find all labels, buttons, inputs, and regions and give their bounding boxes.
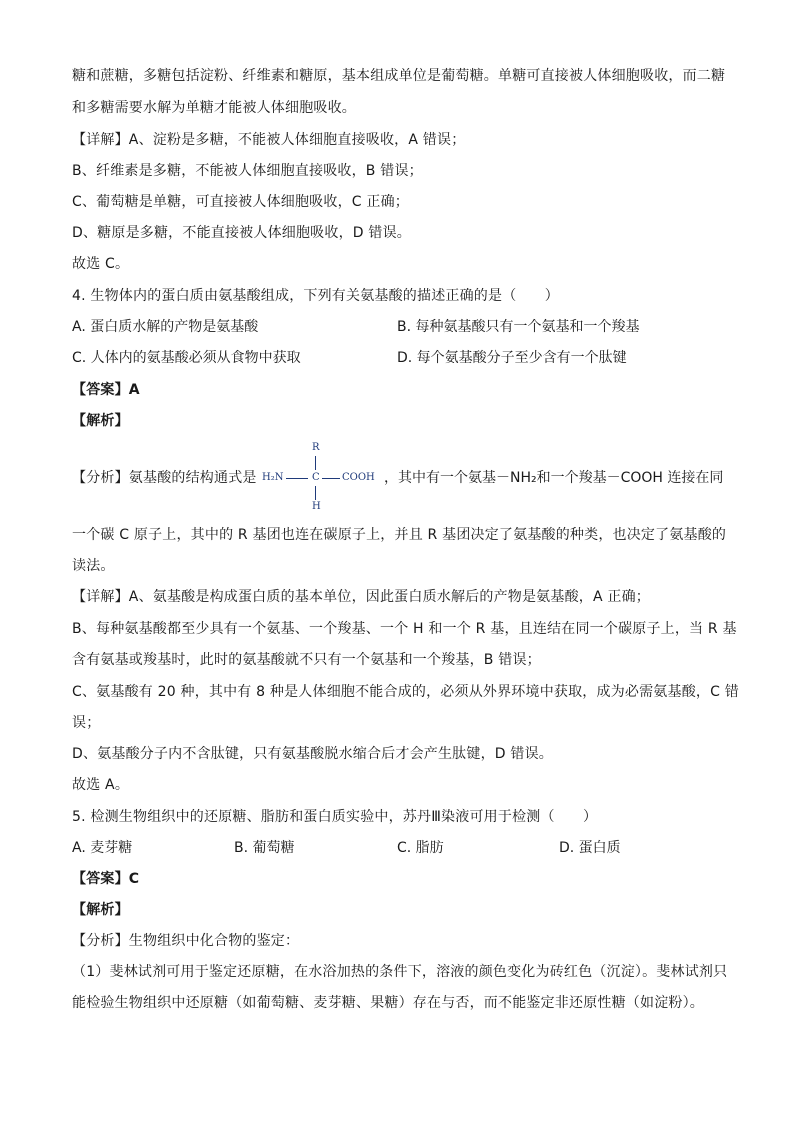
text-line: D、糖原是多糖，不能直接被人体细胞吸收，D 错误。 <box>72 225 412 241</box>
text-line: 和多糖需要水解为单糖才能被人体细胞吸收。 <box>72 100 356 116</box>
detail-line: C、氨基酸有 20 种，其中有 8 种是人体细胞不能合成的，必须从外界环境中获取，成为必需氨基酸，C 错 <box>72 684 739 700</box>
analysis-line: 读法。 <box>72 558 115 574</box>
answer-5: 【答案】C <box>72 871 140 887</box>
analysis-line: 【分析】氨基酸的结构通式是 <box>72 470 257 486</box>
q4-option-c: C. 人体内的氨基酸必须从食物中获取 <box>72 350 301 366</box>
amino-acid-structure-formula <box>262 440 378 514</box>
detail-line: 含有氨基或羧基时，此时的氨基酸就不只有一个氨基和一个羧基，B 错误； <box>72 652 541 668</box>
text-line: B、纤维素是多糖，不能被人体细胞直接吸收，B 错误； <box>72 163 423 179</box>
detail-line: 【详解】A、淀粉是多糖，不能被人体细胞直接吸收，A 错误； <box>72 132 466 148</box>
analysis-line: （1）斐林试剂可用于鉴定还原糖，在水浴加热的条件下，溶液的颜色变化为砖红色（沉淀）。斐林试剂只 <box>72 964 728 980</box>
analysis-line: ，其中有一个氨基－NH₂和一个羧基－COOH 连接在同 <box>384 470 724 486</box>
text-line: C、葡萄糖是单糖，可直接被人体细胞吸收，C 正确； <box>72 194 409 210</box>
formula-bond-left <box>286 478 308 479</box>
q5-option-d: D. 蛋白质 <box>559 840 621 856</box>
choice-line: 故选 C。 <box>72 256 130 272</box>
choice-line: 故选 A。 <box>72 777 130 793</box>
formula-bond-right <box>322 478 340 479</box>
analysis-header-5: 【解析】 <box>72 902 129 918</box>
q4-option-a: A. 蛋白质水解的产物是氨基酸 <box>72 319 259 335</box>
question-4: 4. 生物体内的蛋白质由氨基酸组成，下列有关氨基酸的描述正确的是（ ） <box>72 288 560 304</box>
analysis-line: 一个碳 C 原子上，其中的 R 基团也连在碳原子上，并且 R 基团决定了氨基酸的种类，也决定了氨基酸的 <box>72 527 727 543</box>
detail-line: 【详解】A、氨基酸是构成蛋白质的基本单位，因此蛋白质水解后的产物是氨基酸，A 正确； <box>72 589 651 605</box>
formula-amino-group: H₂N <box>262 472 284 483</box>
formula-carboxyl-group: COOH <box>342 472 375 483</box>
analysis-line: 能检验生物组织中还原糖（如葡萄糖、麦芽糖、果糖）存在与否，而不能鉴定非还原性糖（如淀粉）。 <box>72 995 704 1011</box>
question-5: 5. 检测生物组织中的还原糖、脂肪和蛋白质实验中，苏丹Ⅲ染液可用于检测（ ） <box>72 809 598 825</box>
q5-option-b: B. 葡萄糖 <box>234 840 295 856</box>
text-line: 糖和蔗糖，多糖包括淀粉、纤维素和糖原，基本组成单位是葡萄糖。单糖可直接被人体细胞吸收，而二糖 <box>72 68 726 84</box>
q4-option-b: B. 每种氨基酸只有一个氨基和一个羧基 <box>397 319 640 335</box>
formula-carbon: C <box>312 472 320 483</box>
q4-option-d: D. 每个氨基酸分子至少含有一个肽键 <box>397 350 627 366</box>
q5-option-c: C. 脂肪 <box>397 840 444 856</box>
detail-line: B、每种氨基酸都至少具有一个氨基、一个羧基、一个 H 和一个 R 基，且连结在同一个碳原子上，当 R 基 <box>72 621 737 637</box>
answer-4: 【答案】A <box>72 382 140 398</box>
detail-line: 误； <box>72 715 101 731</box>
formula-r-group: R <box>312 442 320 453</box>
formula-bond-top <box>315 456 316 470</box>
analysis-header-4: 【解析】 <box>72 413 129 429</box>
formula-hydrogen: H <box>312 501 321 512</box>
q5-option-a: A. 麦芽糖 <box>72 840 133 856</box>
detail-line: D、氨基酸分子内不含肽键，只有氨基酸脱水缩合后才会产生肽键，D 错误。 <box>72 746 554 762</box>
formula-bond-bottom <box>315 486 316 500</box>
analysis-line: 【分析】生物组织中化合物的鉴定： <box>72 933 300 949</box>
